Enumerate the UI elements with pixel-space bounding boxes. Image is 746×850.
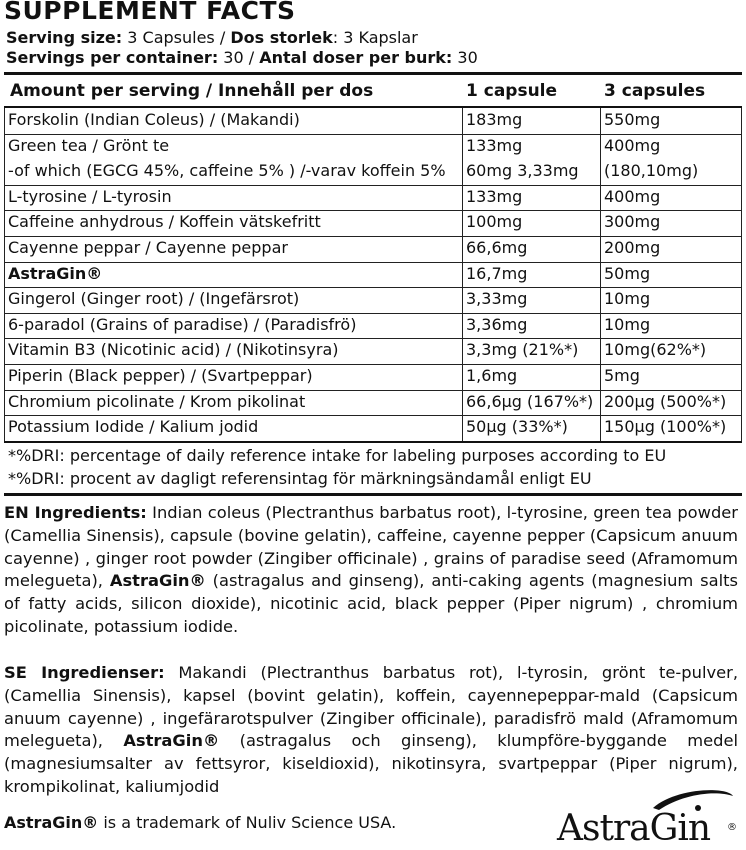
serving-size-label-se: Dos storlek bbox=[230, 28, 333, 47]
servings-per-container-label-se: Antal doser per burk: bbox=[259, 48, 453, 67]
row-amount-3-capsules: 50mg bbox=[604, 263, 651, 283]
ingredients-se-text-1: Makandi (Plectranthus barbatus rot), l-tyrosin, grönt te-pulver, (Camellia Sinensis), kapsel (bovint gelatin), koffein, cayennepeppar-mald (Capsicum anuum cayenne) , ingefärarotspulver (Zingiber officinale), paradisfrö mald (Aframomum melegueta), bbox=[4, 663, 738, 751]
row-ingredient-name: Chromium picolinate / Krom pikolinat bbox=[8, 391, 306, 411]
servings-per-container-value-se: 30 bbox=[452, 48, 478, 67]
dri-note-se: *%DRI: procent av dagligt referensintag för märkningsändamål enligt EU bbox=[8, 469, 592, 488]
header-3-capsules: 3 capsules bbox=[604, 81, 706, 101]
row-ingredient-name: Gingerol (Ginger root) / (Ingefärsrot) bbox=[8, 289, 300, 309]
ingredients-en-text-1: Indian coleus (Plectranthus barbatus root), l-tyrosine, green tea powder (Camellia Sinensis), capsule (bovine gelatin), caffeine, cayenne pepper (Capsicum anuum cayenne) , ginger root powder (Zingiber officinale) , grains of paradise seed (Aframomum melegueta), bbox=[4, 503, 738, 591]
trademark-line bbox=[4, 812, 396, 834]
serving-size-label: Serving size: bbox=[6, 28, 123, 47]
ingredients-en-paragraph bbox=[4, 502, 738, 639]
ingredients-en-brand: AstraGin® bbox=[109, 571, 206, 591]
serving-size-line bbox=[6, 28, 418, 48]
table-divider-col2 bbox=[462, 108, 463, 441]
row-amount-1-capsule: 50µg (33%*) bbox=[466, 417, 568, 437]
row-amount-3-capsules: 550mg bbox=[604, 110, 661, 129]
row-ingredient-name: AstraGin® bbox=[8, 263, 103, 283]
table-bottom-rule bbox=[4, 441, 742, 443]
ingredients-rule bbox=[4, 493, 742, 496]
ingredients-se-text-2: (astragalus och ginseng), klumpföre-byggande medel (magnesiumsalter av fettsyror, kiseldioxid), nikotinsyra, svartpeppar (Piper nigrum), krompikolinat, kaliumjodid bbox=[4, 731, 738, 796]
row-amount-1-capsule: 3,3mg (21%*) bbox=[466, 340, 579, 360]
table-left-border bbox=[4, 108, 5, 441]
trademark-brand: AstraGin® bbox=[4, 813, 99, 832]
row-amount-3-capsules: (180,10mg) bbox=[604, 161, 699, 181]
astragin-logo-text: AstraGin bbox=[557, 808, 711, 846]
astragin-logo bbox=[555, 790, 740, 846]
serving-size-value: 3 Capsules / bbox=[122, 28, 231, 47]
row-ingredient-name: Caffeine anhydrous / Koffein vätskefritt bbox=[8, 212, 321, 232]
row-amount-1-capsule: 66,6µg (167%*) bbox=[466, 391, 594, 411]
astragin-logo-registered: ® bbox=[727, 822, 737, 833]
row-ingredient-name: Vitamin B3 (Nicotinic acid) / (Nikotinsyra) bbox=[8, 340, 339, 360]
row-amount-3-capsules: 300mg bbox=[604, 212, 661, 232]
row-amount-3-capsules: 200µg (500%*) bbox=[604, 391, 727, 411]
servings-per-container-value: 30 / bbox=[218, 48, 260, 67]
row-ingredient-name: 6-paradol (Grains of paradise) / (Paradisfrö) bbox=[8, 314, 357, 334]
ingredients-se-paragraph bbox=[4, 662, 738, 799]
row-amount-3-capsules: 400mg bbox=[604, 186, 661, 206]
row-amount-3-capsules: 150µg (100%*) bbox=[604, 417, 727, 437]
row-ingredient-name: L-tyrosine / L-tyrosin bbox=[8, 186, 172, 206]
header-amount-per-serving: Amount per serving / Innehåll per dos bbox=[10, 81, 374, 101]
row-amount-1-capsule: 3,36mg bbox=[466, 314, 528, 334]
row-amount-3-capsules: 10mg bbox=[604, 289, 651, 309]
row-ingredient-name: Forskolin (Indian Coleus) / (Makandi) bbox=[8, 110, 300, 129]
row-ingredient-name: -of which (EGCG 45%, caffeine 5% ) /-varav koffein 5% bbox=[8, 161, 446, 181]
row-ingredient-name: Piperin (Black pepper) / (Svartpeppar) bbox=[8, 366, 313, 385]
row-ingredient-name: Cayenne peppar / Cayenne peppar bbox=[8, 238, 288, 257]
row-amount-3-capsules: 5mg bbox=[604, 366, 640, 385]
dri-note-en: *%DRI: percentage of daily reference intake for labeling purposes according to EU bbox=[8, 446, 667, 465]
trademark-text: is a trademark of Nuliv Science USA. bbox=[98, 813, 397, 832]
table-right-border bbox=[741, 108, 742, 441]
row-amount-1-capsule: 183mg bbox=[466, 110, 523, 129]
row-amount-1-capsule: 16,7mg bbox=[466, 263, 528, 283]
row-amount-3-capsules: 10mg(62%*) bbox=[604, 340, 707, 360]
serving-size-value-se: : 3 Kapslar bbox=[332, 28, 418, 47]
row-amount-1-capsule: 100mg bbox=[466, 212, 523, 232]
table-divider-col3 bbox=[600, 108, 601, 441]
supplement-facts-title: SUPPLEMENT FACTS bbox=[4, 0, 296, 25]
row-amount-3-capsules: 10mg bbox=[604, 314, 651, 334]
ingredients-se-label: SE Ingredienser: bbox=[4, 663, 165, 682]
top-rule bbox=[4, 72, 742, 75]
ingredients-se-brand: AstraGin® bbox=[123, 731, 220, 751]
ingredients-en-label: EN Ingredients: bbox=[4, 503, 147, 522]
row-amount-1-capsule: 133mg bbox=[466, 135, 523, 155]
header-1-capsule: 1 capsule bbox=[466, 81, 558, 101]
row-ingredient-name: Potassium Iodide / Kalium jodid bbox=[8, 417, 259, 437]
row-amount-3-capsules: 400mg bbox=[604, 135, 661, 155]
servings-per-container-line bbox=[6, 48, 478, 68]
row-amount-1-capsule: 3,33mg bbox=[466, 289, 528, 309]
servings-per-container-label: Servings per container: bbox=[6, 48, 219, 67]
ingredients-en-text-2: (astragalus and ginseng), anti-caking agents (magnesium salts of fatty acids, silicon dioxide), nicotinic acid, black pepper (Piper nigrum) , chromium picolinate, potassium iodide. bbox=[4, 571, 738, 636]
row-amount-1-capsule: 133mg bbox=[466, 186, 523, 206]
row-amount-1-capsule: 66,6mg bbox=[466, 238, 528, 257]
row-amount-1-capsule: 1,6mg bbox=[466, 366, 518, 385]
row-amount-3-capsules: 200mg bbox=[604, 238, 661, 257]
header-rule bbox=[4, 106, 742, 108]
row-amount-1-capsule: 60mg 3,33mg bbox=[466, 161, 579, 181]
row-ingredient-name: Green tea / Grönt te bbox=[8, 135, 170, 155]
